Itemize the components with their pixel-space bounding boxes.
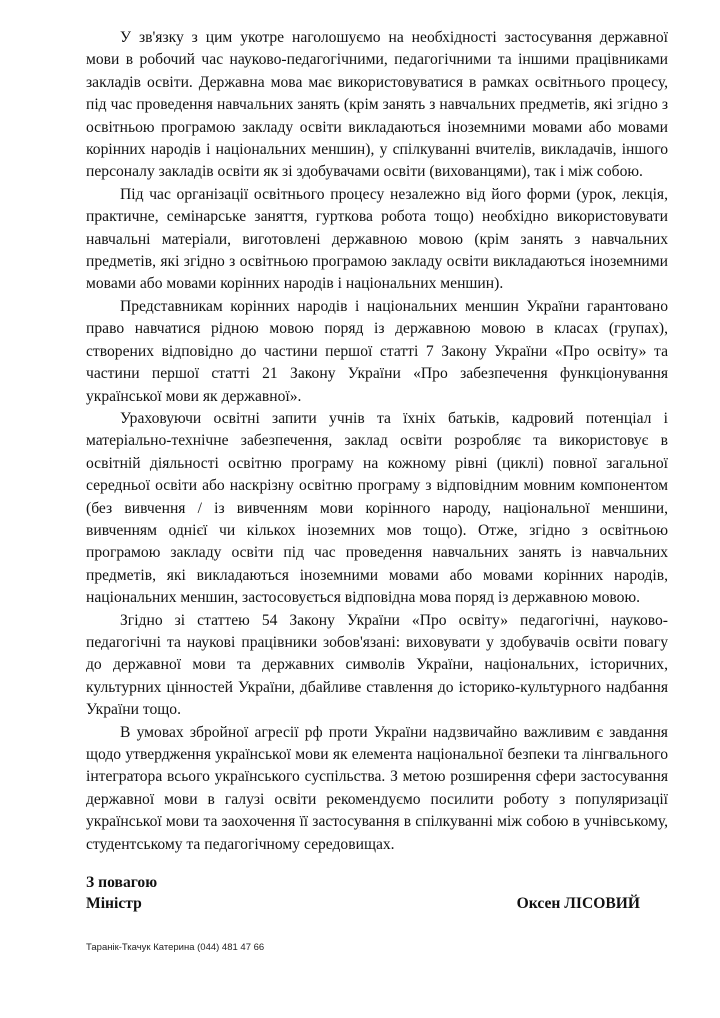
letter-body: [86, 27, 668, 856]
signature-row: [86, 893, 640, 914]
paragraph-2: Під час організації освітнього процесу незалежно від його форми (урок, лекція, практичне, семінарське заняття, гурткова робота тощо) необхідно використовувати навчальні матеріали, виготовлені державною мовою (крім занять з навчальних предметів, які згідно з освітньою програмою закладу освіти викладаються іноземними мовами або мовами корінних народів і національних меншин).: [86, 185, 668, 293]
closing-text: З повагою: [86, 874, 158, 891]
signer-position: Міністр: [86, 895, 142, 912]
paragraph-4: Ураховуючи освітні запити учнів та їхніх батьків, кадровий потенціал і матеріально-технічне забезпечення, заклад освіти розробляє та використовує в освітній діяльності освітню програму на кожному рівні (циклі) повної загальної середньої освіти або наскрізну освітню програму з відповідним мовним компонентом (без вивчення / із вивченням мови корінного народу, національної меншини, вивченням однієї чи кількох іноземних мов тощо). Отже, згідно з освітньою програмою закладу освіти під час проведення навчальних занять із навчальних предметів, які викладаються іноземними мовами або мовами корінних народів, національних меншин, застосовується відповідна мова поряд із державною мовою.: [86, 409, 668, 607]
paragraph-3: Представникам корінних народів і національних меншин України гарантовано право навчатися рідною мовою поряд із державною мовою в класах (групах), створених відповідно до частини першої статті 7 Закону України «Про освіту» та частини першої статті 21 Закону України «Про забезпечення функціонування української мови як державної».: [86, 297, 668, 405]
paragraph-6: В умовах збройної агресії рф проти України надзвичайно важливим є завдання щодо утвердження української мови як елемента національної безпеки та лінгвального інтегратора всього українського суспільства. З метою розширення сфери застосування державної мови в галузі освіти рекомендуємо посилити роботу з популяризації української мови та заохочення її застосування в спілкуванні між собою в учнівському, студентському та педагогічному середовищах.: [86, 723, 668, 853]
contact-footer: Таранік-Ткачук Катерина (044) 481 47 66: [86, 942, 265, 953]
paragraph-5: Згідно зі статтею 54 Закону України «Про освіту» педагогічні, науково-педагогічні та наукові працівники зобов'язані: виховувати у здобувачів освіти повагу до державної мови та державних символів України, національних, історичних, культурних цінностей України, дбайливе ставлення до історико-культурного надбання України тощо.: [86, 611, 668, 719]
paragraph-1: У зв'язку з цим укотре наголошуємо на необхідності застосування державної мови в робочий час науково-педагогічними, педагогічними та іншими працівниками закладів освіти. Державна мова має використовуватися в рамках освітнього процесу, під час проведення навчальних занять (крім занять з навчальних предметів, які згідно з освітньою програмою закладу освіти викладаються іноземними мовами або мовами корінних народів і національних меншин), у спілкуванні вчителів, викладачів, іншого персоналу закладів освіти як зі здобувачами освіти (вихованцями), так і між собою.: [86, 29, 668, 181]
signer-name: Оксен ЛІСОВИЙ: [516, 895, 640, 912]
signature-block: [86, 872, 640, 914]
